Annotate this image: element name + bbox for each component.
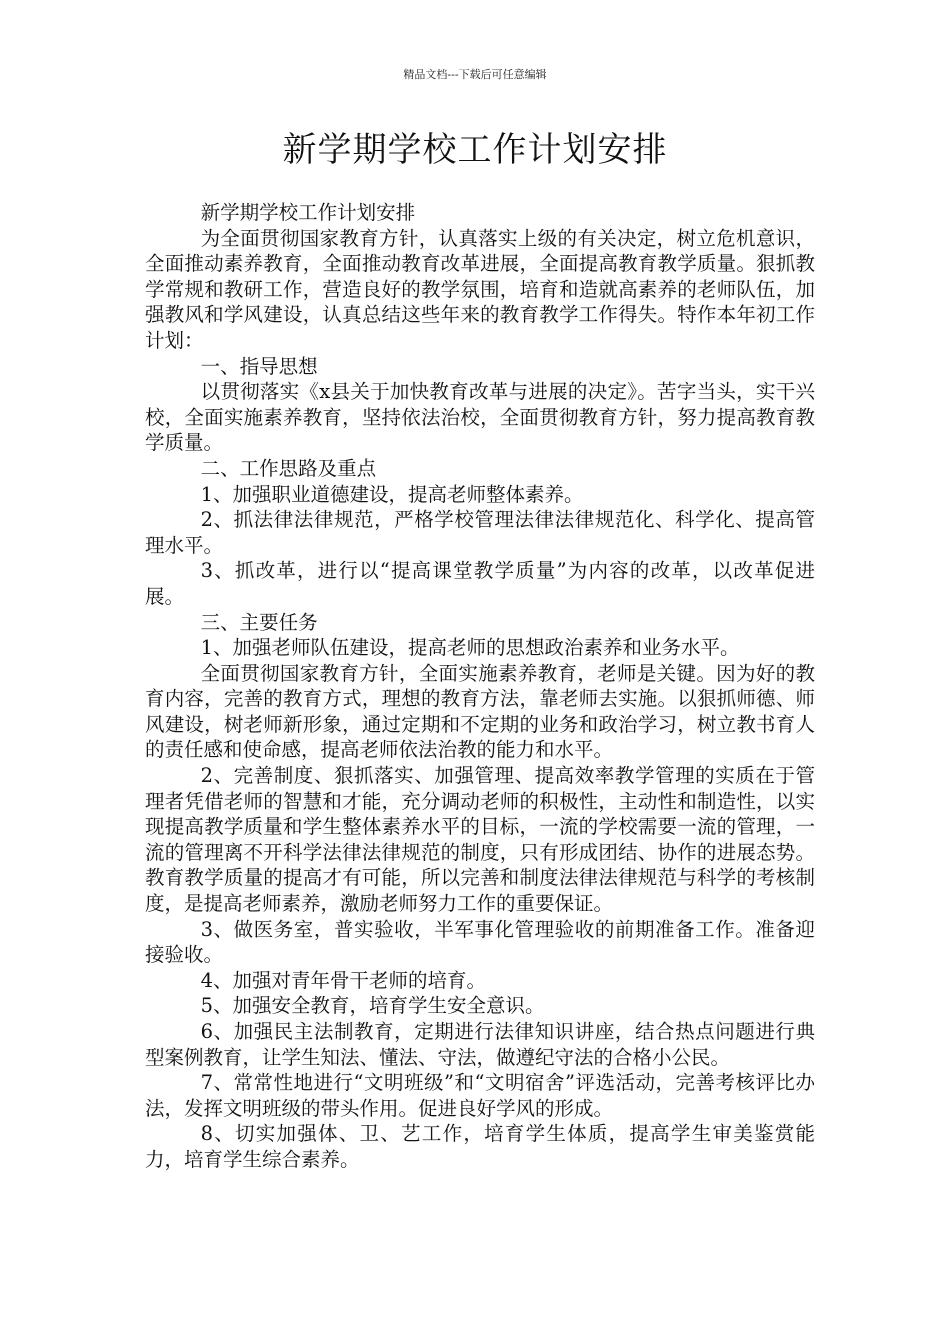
paragraph-task-8: 8、切实加强体、卫、艺工作，培育学生体质，提高学生审美鉴赏能力，培育学生综合素养。 — [145, 1122, 815, 1171]
paragraph-work-idea-2: 2、抓法律法律规范，严格学校管理法律法律规范化、科学化、提高管理水平。 — [145, 508, 815, 557]
paragraph-task-2: 2、完善制度、狠抓落实、加强管理、提高效率教学管理的实质在于管理者凭借老师的智慧和才能，充分调动老师的积极性，主动性和制造性，以实现提高教学质量和学生整体素养水平的目标，一流的学校需要一流的管理，一流的管理离不开科学法律法律规范的制度，只有形成团结、协作的进展态势。教育教学质量的提高才有可能，所以完善和制度法律法律规范与科学的考核制度，是提高老师素养，激励老师努力工作的重要保证。 — [145, 764, 815, 916]
section-heading-main-tasks: 三、主要任务 — [200, 610, 318, 634]
paragraph-task-3: 3、做医务室，普实验收，半军事化管理验收的前期准备工作。准备迎接验收。 — [145, 917, 815, 967]
header-note: 精品文档---下载后可任意编辑 — [403, 68, 547, 81]
paragraph-task-1: 1、加强老师队伍建设，提高老师的思想政治素养和业务水平。 — [200, 636, 740, 660]
paragraph-task-5: 5、加强安全教育，培育学生安全意识。 — [200, 994, 545, 1018]
paragraph-guiding-thought: 以贯彻落实《x县关于加快教育改革与进展的决定》。苦字当头，实干兴校，全面实施素养教育，坚持依法治校，全面贯彻教育方针，努力提高教育教学质量。 — [145, 380, 815, 455]
paragraph-task-4: 4、加强对青年骨干老师的培育。 — [200, 968, 486, 992]
paragraph-task-6: 6、加强民主法制教育，定期进行法律知识讲座，结合热点问题进行典型案例教育，让学生知法、懂法、守法，做遵纪守法的合格小公民。 — [145, 1020, 815, 1069]
paragraph-subtitle: 新学期学校工作计划安排 — [200, 201, 416, 224]
paragraph-work-idea-1: 1、加强职业道德建设，提高老师整体素养。 — [200, 482, 584, 506]
paragraph-intro: 为全面贯彻国家教育方针，认真落实上级的有关决定，树立危机意识，全面推动素养教育，全面推动教育改革进展，全面提高教育教学质量。狠抓教学常规和教研工作，营造良好的教学氛围，培育和造就高素养的老师队伍，加强教风和学风建设，认真总结这些年来的教育教学工作得失。特作本年初工作计划： — [145, 226, 815, 352]
paragraph-work-idea-3: 3、抓改革，进行以“提高课堂教学质量”为内容的改革，以改革促进展。 — [145, 559, 815, 608]
document-title: 新学期学校工作计划安排 — [282, 130, 668, 170]
document-body — [145, 200, 815, 1173]
paragraph-task-7: 7、常常性地进行“文明班级”和“文明宿舍”评选活动，完善考核评比办法，发挥文明班级的带头作用。促进良好学风的形成。 — [145, 1071, 815, 1120]
section-heading-guiding-thought: 一、指导思想 — [200, 354, 318, 378]
paragraph-task-1-detail: 全面贯彻国家教育方针，全面实施素养教育，老师是关键。因为好的教育内容，完善的教育方式，理想的教育方法，靠老师去实施。以狠抓师德、师风建设，树老师新形象，通过定期和不定期的业务和政治学习，树立教书育人的责任感和使命感，提高老师依法治教的能力和水平。 — [145, 661, 815, 762]
section-heading-work-ideas: 二、工作思路及重点 — [200, 456, 377, 480]
